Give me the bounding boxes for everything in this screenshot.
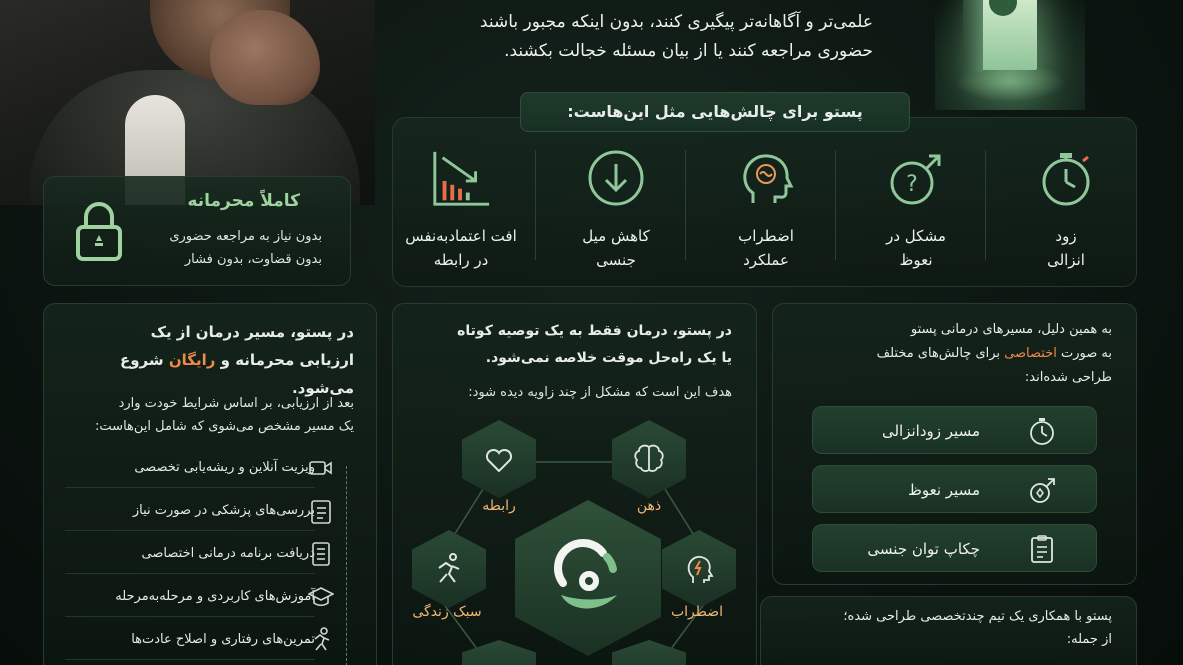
team-card [760,596,1137,665]
challenge-performance-anxiety [696,138,836,278]
intro-line-2: حضوری مراجعه کنند یا از بیان مسئله خجالت بکشند. [504,41,873,61]
clipboard-icon [1026,533,1058,565]
confidential-line-2: بدون قضاوت، بدون فشار [184,252,322,267]
svg-text:?: ? [906,172,918,197]
tree-connector [346,466,347,665]
clipboard-check-icon [308,498,334,524]
male-question-icon [884,146,948,210]
list-item: بررسی‌های پزشکی در صورت نیاز [65,491,315,531]
assessment-heading-part-a: ارزیابی محرمانه و [215,351,354,369]
lock-icon [74,199,124,267]
path-label: چکاپ توان جنسی [867,540,980,558]
path-erection-button[interactable] [812,465,1097,513]
path-premature-ejaculation-button[interactable] [812,406,1097,454]
list-item: تمرین‌های رفتاری و اصلاح عادت‌ها [65,620,315,660]
team-heading-line2: از جمله: [1066,632,1112,647]
path-label: مسیر نعوظ [907,481,980,499]
team-heading [772,605,1112,651]
assessment-heading-part-c: شروع می‌شود. [119,351,354,397]
assessment-sub-line2: یک مسیر مشخص می‌شوی که شامل این‌هاست: [95,419,354,434]
heart-icon [481,441,517,477]
male-symbol-icon [1026,474,1058,506]
assessment-heading-line1: در پستو، مسیر درمان از یک [150,323,354,341]
list-item: آموزش‌های کاربردی و مرحله‌به‌مرحله [65,577,315,617]
holistic-heading [412,318,732,372]
challenge-label-line2: جنسی [596,251,636,269]
head-lightning-icon [681,551,717,587]
challenges-panel [392,117,1137,287]
relationship-label: رابطه [482,498,516,514]
treatment-heading-line1: به همین دلیل، مسیرهای درمانی پستو [910,322,1112,337]
path-sexual-checkup-button[interactable] [812,524,1097,572]
holistic-heading-line2: یا یک راه‌حل موقت خلاصه نمی‌شود. [485,350,732,366]
running-person-icon [308,627,334,653]
challenge-label-line2: عملکرد [743,251,789,269]
anxious-head-icon [734,146,798,210]
intro-line-1: علمی‌تر و آگاهانه‌تر پیگیری کنند، بدون اینکه مجبور باشند [479,12,873,32]
challenge-label-line1: کاهش میل [582,227,650,245]
lifestyle-label: سبک زندگی [412,604,482,620]
video-call-icon [308,455,334,481]
brain-icon [631,441,667,477]
confidential-title: کاملاً محرمانه [187,191,300,211]
treatment-heading-part-c: برای چالش‌های مختلف [876,346,1005,361]
assessment-heading [64,318,354,402]
challenges-title: پستو برای چالش‌هایی مثل این‌هاست: [520,92,910,132]
challenge-label-line1: افت اعتمادبه‌نفس [405,227,517,245]
challenge-erection [846,138,986,278]
anxiety-label: اضطراب [670,604,724,620]
challenge-label-line1: اضطراب [738,227,794,245]
assessment-sub-line1: بعد از ارزیابی، بر اساس شرایط خودت وارد [118,396,354,411]
document-icon [308,541,334,567]
hero-photo [0,0,375,205]
pastoo-logo-icon [543,533,633,623]
exclusive-highlight: اختصاصی [1004,346,1057,361]
challenge-low-desire [546,138,686,278]
list-item: دریافت برنامه درمانی اختصاصی [65,534,315,574]
challenge-label-line2: نعوظ [899,251,933,269]
holistic-heading-line1: در پستو، درمان فقط به یک توصیه کوتاه [457,323,732,339]
intro-text [403,8,873,66]
challenge-label-line2: انزالی [1047,251,1085,269]
challenge-label-line1: زود [1055,227,1077,245]
team-heading-line1: پستو با همکاری یک تیم چندتخصصی طراحی شده؛ [843,609,1112,624]
declining-chart-icon [429,146,493,210]
stopwatch-icon [1034,146,1098,210]
assessment-subtitle [54,392,354,438]
down-arrow-icon [584,146,648,210]
mind-label: ذهن [636,498,662,514]
treatment-heading-line3: طراحی شده‌اند: [1024,370,1112,385]
list-item: ویزیت آنلاین و ریشه‌یابی تخصصی [65,448,315,488]
challenge-label-line2: در رابطه [433,251,489,269]
challenge-confidence [391,138,531,278]
free-highlight: رایگان [168,351,216,369]
running-person-icon [431,551,467,587]
challenge-premature-ejaculation [996,138,1136,278]
holistic-subtitle: هدف این است که مشکل از چند زاویه دیده شود: [468,385,732,400]
stopwatch-icon [1026,415,1058,447]
treatment-paths-heading [792,318,1112,390]
graduation-cap-icon [308,584,334,610]
confidential-card [43,176,351,286]
treatment-heading-part-a: به صورت [1056,346,1112,361]
challenge-label-line1: مشکل در [886,227,946,245]
path-label: مسیر زودانزالی [881,422,980,440]
confidential-line-1: بدون نیاز به مراجعه حضوری [169,229,322,244]
door-illustration [935,0,1085,110]
